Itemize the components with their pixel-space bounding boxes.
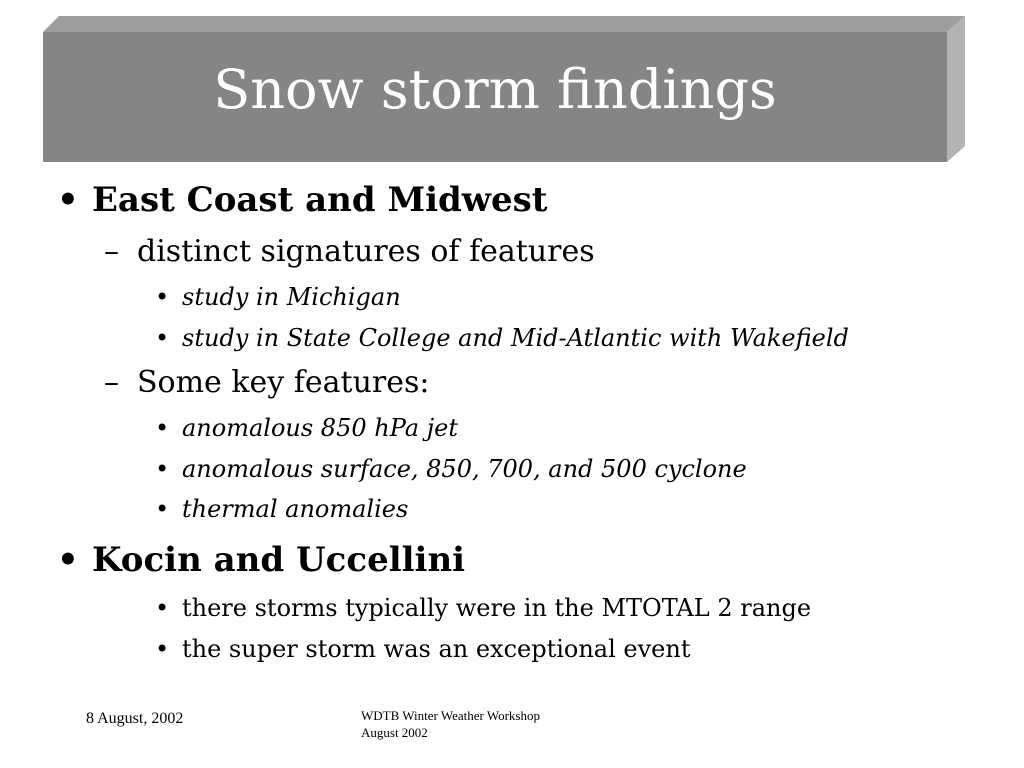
outline-text: Kocin and Uccellini: [92, 540, 466, 580]
dash-icon: –: [104, 234, 119, 269]
bullet-icon: •: [155, 324, 170, 352]
footer-workshop-line2: August 2002: [361, 725, 428, 740]
bullet-icon: •: [155, 283, 170, 311]
bullet-icon: •: [155, 495, 170, 523]
outline-text: there storms typically were in the MTOTAL 2 range: [182, 594, 812, 622]
outline-text: anomalous surface, 850, 700, and 500 cyclone: [182, 455, 747, 483]
outline-text: Some key features:: [137, 365, 430, 400]
footer-workshop: [361, 707, 540, 741]
outline-text: East Coast and Midwest: [92, 180, 548, 220]
outline-text: study in State College and Mid-Atlantic with Wakefield: [182, 324, 849, 352]
bullet-icon: •: [57, 180, 79, 220]
bullet-icon: •: [155, 414, 170, 442]
bullet-icon: •: [155, 594, 170, 622]
outline-text: the super storm was an exceptional event: [182, 635, 691, 663]
outline-text: distinct signatures of features: [137, 234, 595, 269]
slide-title: Snow storm findings: [213, 57, 777, 121]
outline-text: study in Michigan: [182, 283, 401, 311]
bullet-icon: •: [155, 455, 170, 483]
outline-text: thermal anomalies: [182, 495, 409, 523]
bullet-icon: •: [57, 540, 79, 580]
footer-date: 8 August, 2002: [86, 710, 184, 727]
bullet-icon: •: [155, 635, 170, 663]
outline-text: anomalous 850 hPa jet: [182, 414, 458, 442]
footer-workshop-line1: WDTB Winter Weather Workshop: [361, 708, 540, 723]
dash-icon: –: [104, 365, 119, 400]
